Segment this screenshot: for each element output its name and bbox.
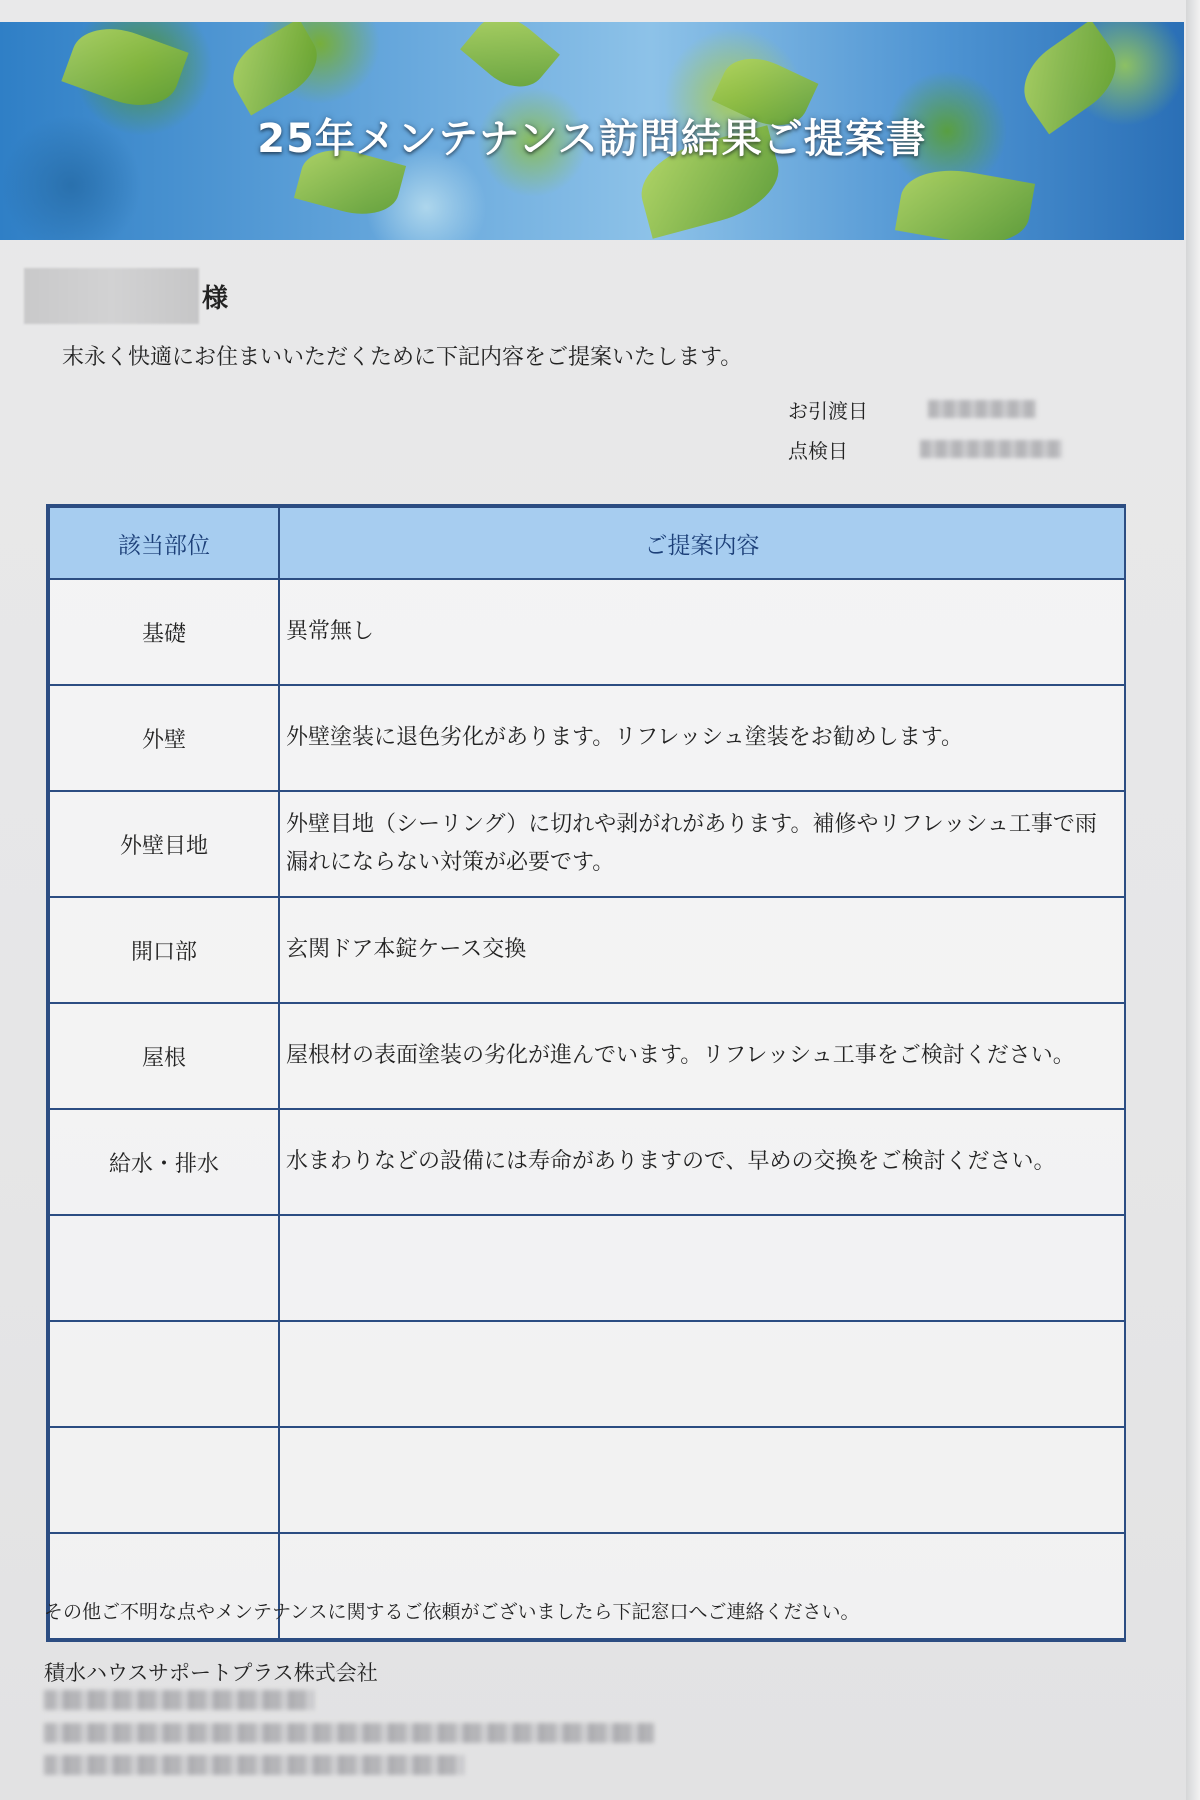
- table-row: [49, 791, 1125, 897]
- part-cell: 外壁: [49, 685, 279, 791]
- part-cell: [49, 1321, 279, 1427]
- document-title: 25年メンテナンス訪問結果ご提案書: [257, 116, 927, 162]
- leaf-graphic: [895, 161, 1035, 240]
- part-cell: 外壁目地: [49, 791, 279, 897]
- inspection-date-label: 点検日: [788, 439, 848, 463]
- leaf-graphic: [61, 22, 188, 119]
- content-cell: 異常無し: [279, 579, 1125, 685]
- company-name: 積水ハウスサポートプラス株式会社: [44, 1661, 378, 1685]
- column-header-content: ご提案内容: [279, 507, 1125, 579]
- part-cell: 開口部: [49, 897, 279, 1003]
- content-cell: [279, 1215, 1125, 1321]
- content-cell: [279, 1427, 1125, 1533]
- content-cell: 外壁塗装に退色劣化があります。リフレッシュ塗装をお勧めします。: [279, 685, 1125, 791]
- redacted-inspection-date: [920, 440, 1062, 458]
- content-cell: 外壁目地（シーリング）に切れや剥がれがあります。補修やリフレッシュ工事で雨漏れにならない対策が必要です。: [279, 791, 1125, 897]
- table-row: [49, 1109, 1125, 1215]
- leaf-graphic: [221, 22, 329, 115]
- content-cell: 屋根材の表面塗装の劣化が進んでいます。リフレッシュ工事をご検討ください。: [279, 1003, 1125, 1109]
- part-cell: [49, 1215, 279, 1321]
- table-row: [49, 1003, 1125, 1109]
- proposal-table: [46, 504, 1126, 1642]
- part-cell: 給水・排水: [49, 1109, 279, 1215]
- redacted-department: [44, 1690, 314, 1710]
- table-row: [49, 579, 1125, 685]
- table-row: [49, 1321, 1125, 1427]
- redacted-handover-date: [928, 400, 1036, 418]
- page-edge: [1186, 0, 1200, 1800]
- intro-text: 末永く快適にお住まいいただくために下記内容をご提案いたします。: [62, 345, 743, 370]
- header-banner: [0, 22, 1184, 240]
- table-row: [49, 1215, 1125, 1321]
- honorific: 様: [202, 284, 229, 314]
- part-cell: 屋根: [49, 1003, 279, 1109]
- table-row: [49, 897, 1125, 1003]
- content-cell: 玄関ドア本錠ケース交換: [279, 897, 1125, 1003]
- redacted-address: [44, 1723, 654, 1743]
- table-row: [49, 685, 1125, 791]
- table-header-row: [49, 507, 1125, 579]
- content-cell: [279, 1321, 1125, 1427]
- content-cell: 水まわりなどの設備には寿命がありますので、早めの交換をご検討ください。: [279, 1109, 1125, 1215]
- contact-note: その他ご不明な点やメンテナンスに関するご依頼がございましたら下記窓口へご連絡ください。: [44, 1601, 860, 1623]
- leaf-graphic: [460, 22, 560, 101]
- handover-date-label: お引渡日: [788, 399, 868, 423]
- part-cell: [49, 1427, 279, 1533]
- column-header-part: 該当部位: [49, 507, 279, 579]
- part-cell: 基礎: [49, 579, 279, 685]
- redacted-name: [24, 268, 199, 324]
- table-row: [49, 1427, 1125, 1533]
- redacted-phone: [44, 1755, 464, 1775]
